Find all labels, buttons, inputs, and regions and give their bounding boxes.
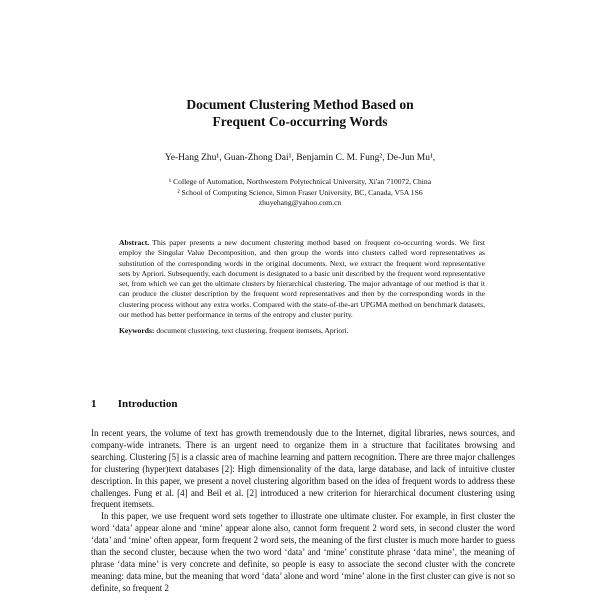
introduction-paragraph-2: In this paper, we use frequent word sets together to illustrate one ultimate cluster. For example, in first cluster the word ‘data’ appear alone and ‘mine’ appear alone also, cannot form frequent 2 word sets, in second cluster the word ‘data’ and ‘mine’ often appear, form frequent 2 word sets, the meaning of the first cluster is much more harder to guess than the second cluster, because when the two word ‘data’ and ‘mine’ constitute phrase ‘data mine’, the meaning of phrase ‘data mine’ is very concrete and definite, so people is easy to associate the second cluster with the concrete meaning: data mine, but the meaning that word ‘data’ alone and word ‘mine’ alone in the first cluster can give is not so definite, so frequent 2 <box>91 511 515 593</box>
affiliation-1: ¹ College of Automation, Northwestern Polytechnical University, Xi'an 710072, China <box>168 177 432 186</box>
introduction-paragraph-1: In recent years, the volume of text has growth tremendously due to the Internet, digital libraries, news sources, and company-wide intranets. There is an urgent need to organize them in a structure that facilitates browsing and searching. Clustering [5] is a classic area of machine learning and pattern recognition. There are three major challenges for clustering (hyper)text databases [2]: High dimensionality of the data, large database, and lack of intuitive cluster description. In this paper, we present a novel clustering algorithm based on the idea of frequent words to address these challenges. Fung et al. [4] and Beil et al. [2] introduced a new criterion for hierarchical document clustering using frequent itemsets. <box>91 428 515 510</box>
authors: Ye-Hang Zhu¹, Guan-Zhong Dai¹, Benjamin C. M. Fung², De-Jun Mu¹, <box>164 153 436 163</box>
abstract-text: This paper presents a new document clustering method based on frequent co-occurring words. We first employ the Singular Value Decomposition, and then group the words into clusters called word representatives as substitution of the corresponding words in the original documents. Next, we extract the frequent word representative sets by Apriori. Subsequently, each document is designated to a basic unit described by the frequent word representative set, from which we can get the ultimate clusters by hierarchical clustering. The major advantage of our method is that it can produce the cluster description by the frequent word representatives and then by the corresponding words in the clustering process without any extra works. Compared with the state-of-the-art UPGMA method on benchmark datasets, our method has better performance in terms of the entropy and cluster purity. <box>119 238 485 320</box>
affiliations <box>0 177 600 209</box>
paper-title <box>0 96 600 130</box>
section-number: 1 <box>91 398 97 410</box>
keywords-text: document clustering, text clustering, frequent itemsets, Apriori. <box>156 326 349 336</box>
abstract <box>119 238 485 337</box>
introduction-body <box>91 428 515 595</box>
abstract-paragraph <box>119 238 485 320</box>
section-title: Introduction <box>117 398 178 410</box>
paper-title-line-1: Document Clustering Method Based on <box>186 97 414 112</box>
keywords-paragraph <box>119 326 485 336</box>
paper-title-line-2: Frequent Co-occurring Words <box>212 114 388 129</box>
section-heading-introduction <box>91 397 177 411</box>
affiliation-2: ² School of Computing Science, Simon Fraser University, BC, Canada, V5A 1S6 <box>177 187 423 197</box>
abstract-label: Abstract. <box>119 238 150 247</box>
author-email: zhuyehang@yahoo.com.cn <box>258 198 342 207</box>
keywords-label: Keywords: <box>119 326 155 336</box>
